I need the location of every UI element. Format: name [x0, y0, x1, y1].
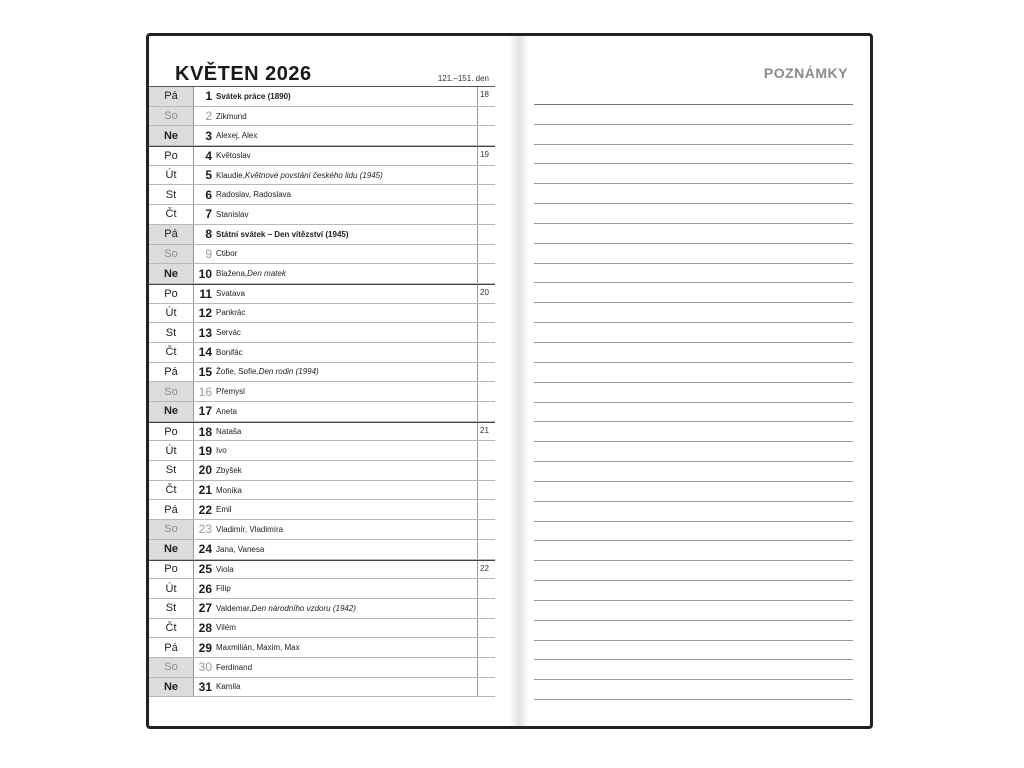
day-of-week: Čt: [149, 481, 194, 500]
week-column: [477, 619, 495, 638]
name-day: [216, 107, 476, 126]
day-of-week: Ne: [149, 540, 194, 559]
name-day-text: Zikmund: [216, 111, 247, 121]
day-number: 8: [205, 227, 212, 242]
day-number: 5: [205, 168, 212, 183]
name-day: [216, 540, 476, 559]
name-day-text: Stanislav: [216, 209, 249, 219]
week-number: 22: [480, 563, 489, 573]
day-row: [149, 185, 495, 205]
day-of-week: Po: [149, 561, 194, 579]
day-row: [149, 678, 495, 698]
day-row: [149, 619, 495, 639]
week-column: [477, 658, 495, 677]
week-column: [477, 461, 495, 480]
page-spine: [509, 36, 529, 726]
week-column: [477, 245, 495, 264]
day-row: [149, 284, 495, 304]
note-line[interactable]: [534, 581, 853, 601]
name-day-text: Servác: [216, 328, 241, 338]
name-day: [216, 166, 476, 185]
day-of-week: Čt: [149, 343, 194, 362]
name-day-text: Viola: [216, 564, 234, 574]
week-column: [477, 363, 495, 382]
name-day-text: Kamila: [216, 682, 241, 692]
day-of-week: So: [149, 245, 194, 264]
name-day: [216, 343, 476, 362]
diary-spread: [146, 33, 873, 729]
day-number: 15: [198, 364, 212, 379]
week-column: [477, 540, 495, 559]
day-number: 7: [205, 207, 212, 222]
week-column: [477, 205, 495, 224]
day-row: [149, 264, 495, 284]
note-line[interactable]: [534, 303, 853, 323]
week-column: [477, 678, 495, 697]
day-range-label: 121.–151. den: [437, 74, 489, 83]
day-row: [149, 599, 495, 619]
name-day: [216, 225, 476, 244]
name-day: [216, 441, 476, 460]
day-number: 17: [198, 404, 212, 419]
week-column: [477, 599, 495, 618]
day-row: [149, 126, 495, 146]
name-day-text: Zbyšek: [216, 465, 242, 475]
day-row: [149, 363, 495, 383]
calendar-list: [149, 86, 495, 697]
day-row: [149, 540, 495, 560]
observance-text: Květnové povstání českého lidu (1945): [244, 170, 383, 180]
name-day-text: Vladimír, Vladimíra: [216, 524, 284, 534]
day-of-week: Pá: [149, 225, 194, 244]
week-column: [477, 107, 495, 126]
day-number: 22: [198, 502, 212, 517]
day-of-week: Pá: [149, 363, 194, 382]
name-day-text: Ferdinand: [216, 662, 253, 672]
name-day: [216, 323, 476, 342]
name-day: [216, 87, 476, 106]
day-of-week: Po: [149, 147, 194, 165]
day-number: 25: [198, 562, 212, 577]
day-number: 31: [198, 679, 212, 694]
day-row: [149, 245, 495, 265]
name-day-text: Bonifác: [216, 347, 243, 357]
day-of-week: So: [149, 658, 194, 677]
name-day: [216, 461, 476, 480]
day-number: 11: [199, 286, 212, 301]
name-day-text: Filip: [216, 584, 231, 594]
week-number: 21: [480, 425, 489, 435]
note-line[interactable]: [534, 462, 853, 482]
notes-area: [534, 85, 853, 700]
day-number: 30: [198, 660, 212, 675]
day-number: 29: [198, 640, 212, 655]
note-line[interactable]: [534, 482, 853, 502]
note-line[interactable]: [534, 125, 853, 145]
name-day-text: Vilém: [216, 623, 236, 633]
name-day: [216, 126, 476, 145]
day-of-week: Út: [149, 441, 194, 460]
observance-text: Den národního vzdoru (1942): [251, 603, 356, 613]
day-number: 28: [198, 620, 212, 635]
day-row: [149, 638, 495, 658]
day-of-week: Pá: [149, 87, 194, 106]
name-day: [216, 579, 476, 598]
note-line[interactable]: [534, 244, 853, 264]
day-row: [149, 382, 495, 402]
name-day: [216, 304, 476, 323]
note-line[interactable]: [534, 403, 853, 423]
week-column: [477, 304, 495, 323]
day-row: [149, 579, 495, 599]
note-line[interactable]: [534, 442, 853, 462]
name-day-text: Svátek práce (1890): [216, 91, 291, 101]
day-number: 18: [198, 424, 212, 439]
name-day: [216, 638, 476, 657]
week-number: 19: [480, 150, 489, 160]
note-line[interactable]: [534, 422, 853, 442]
name-day-text: Žofie, Sofie,: [216, 367, 259, 377]
day-of-week: So: [149, 382, 194, 401]
week-column: [477, 382, 495, 401]
day-number: 10: [198, 266, 212, 281]
name-day-text: Svatava: [216, 289, 245, 299]
day-row: [149, 304, 495, 324]
day-number: 9: [205, 246, 212, 261]
day-number: 4: [205, 148, 212, 163]
observance-text: Den matek: [247, 269, 286, 279]
note-line[interactable]: [534, 621, 853, 641]
week-column: [477, 126, 495, 145]
week-column: [477, 579, 495, 598]
day-of-week: Út: [149, 304, 194, 323]
week-column: [477, 185, 495, 204]
note-line[interactable]: [534, 601, 853, 621]
name-day-text: Aneta: [216, 406, 237, 416]
day-row: [149, 520, 495, 540]
name-day-text: Maxmilián, Maxim, Max: [216, 643, 300, 653]
week-column: [477, 225, 495, 244]
month-title: KVĚTEN 2026: [175, 63, 312, 85]
day-number: 23: [198, 522, 212, 537]
name-day-text: Květoslav: [216, 151, 251, 161]
day-number: 14: [198, 345, 212, 360]
day-of-week: Ne: [149, 126, 194, 145]
name-day-text: Pankrác: [216, 308, 246, 318]
day-row: [149, 323, 495, 343]
note-line[interactable]: [534, 502, 853, 522]
day-of-week: St: [149, 185, 194, 204]
name-day: [216, 382, 476, 401]
name-day: [216, 245, 476, 264]
week-number: 20: [480, 287, 489, 297]
name-day: [216, 481, 476, 500]
day-number: 26: [198, 581, 212, 596]
name-day-text: Valdemar,: [216, 603, 252, 613]
note-line[interactable]: [534, 561, 853, 581]
day-of-week: Út: [149, 579, 194, 598]
day-of-week: So: [149, 107, 194, 126]
day-of-week: St: [149, 323, 194, 342]
day-row: [149, 461, 495, 481]
name-day: [216, 402, 476, 421]
name-day: [216, 264, 476, 283]
week-column: [477, 402, 495, 421]
name-day-text: Radoslav, Radoslava: [216, 190, 292, 200]
name-day: [216, 363, 476, 382]
name-day: [216, 678, 476, 697]
day-of-week: Ne: [149, 678, 194, 697]
name-day-text: Monika: [216, 485, 242, 495]
week-column: [477, 323, 495, 342]
day-of-week: So: [149, 520, 194, 539]
day-of-week: Čt: [149, 619, 194, 638]
name-day: [216, 423, 476, 441]
day-row: [149, 500, 495, 520]
name-day-text: Nataša: [216, 427, 242, 437]
name-day: [216, 658, 476, 677]
note-line[interactable]: [534, 164, 853, 184]
note-line[interactable]: [534, 383, 853, 403]
day-of-week: Pá: [149, 500, 194, 519]
note-line[interactable]: [534, 204, 853, 224]
note-line[interactable]: [534, 641, 853, 661]
name-day-text: Klaudie,: [216, 170, 245, 180]
day-number: 27: [198, 601, 212, 616]
week-column: [477, 638, 495, 657]
note-line[interactable]: [534, 224, 853, 244]
day-of-week: St: [149, 599, 194, 618]
note-line[interactable]: [534, 522, 853, 542]
note-line[interactable]: [534, 323, 853, 343]
day-of-week: St: [149, 461, 194, 480]
day-number: 1: [205, 89, 212, 104]
name-day: [216, 147, 476, 165]
day-of-week: Po: [149, 423, 194, 441]
name-day: [216, 185, 476, 204]
name-day-text: Jana, Vanesa: [216, 544, 265, 554]
day-row: [149, 87, 495, 107]
day-row: [149, 205, 495, 225]
note-line[interactable]: [534, 343, 853, 363]
day-number: 21: [198, 483, 212, 498]
name-day-text: Blažena,: [216, 269, 248, 279]
name-day: [216, 619, 476, 638]
week-column: [477, 481, 495, 500]
day-of-week: Ne: [149, 402, 194, 421]
day-number: 3: [205, 128, 212, 143]
day-row: [149, 658, 495, 678]
day-number: 24: [198, 542, 212, 557]
day-of-week: Pá: [149, 638, 194, 657]
day-number: 20: [198, 463, 212, 478]
day-row: [149, 560, 495, 580]
day-of-week: Út: [149, 166, 194, 185]
note-line[interactable]: [534, 680, 853, 700]
name-day: [216, 285, 476, 303]
name-day-text: Alexej, Alex: [216, 131, 258, 141]
week-column: [477, 264, 495, 283]
day-number: 2: [205, 109, 212, 124]
day-row: [149, 107, 495, 127]
week-column: [477, 500, 495, 519]
day-number: 16: [198, 384, 212, 399]
note-line[interactable]: [534, 541, 853, 561]
week-column: [477, 343, 495, 362]
note-line[interactable]: [534, 105, 853, 125]
name-day-text: Státní svátek – Den vítězství (1945): [216, 229, 349, 239]
day-number: 6: [205, 187, 212, 202]
note-line[interactable]: [534, 85, 853, 105]
week-number: 18: [480, 90, 489, 99]
day-of-week: Po: [149, 285, 194, 303]
notes-title: POZNÁMKY: [763, 65, 848, 81]
day-row: [149, 146, 495, 166]
note-line[interactable]: [534, 184, 853, 204]
day-number: 19: [198, 443, 212, 458]
name-day: [216, 599, 476, 618]
name-day-text: Ivo: [216, 446, 227, 456]
name-day: [216, 561, 476, 579]
note-line[interactable]: [534, 660, 853, 680]
note-line[interactable]: [534, 264, 853, 284]
day-of-week: Ne: [149, 264, 194, 283]
observance-text: Den rodin (1994): [258, 367, 319, 377]
name-day-text: Přemysl: [216, 387, 245, 397]
week-column: [477, 520, 495, 539]
name-day: [216, 520, 476, 539]
week-column: [477, 166, 495, 185]
note-line[interactable]: [534, 363, 853, 383]
day-row: [149, 441, 495, 461]
week-column: [477, 441, 495, 460]
note-line[interactable]: [534, 283, 853, 303]
day-row: [149, 422, 495, 442]
day-row: [149, 402, 495, 422]
day-row: [149, 481, 495, 501]
day-number: 12: [198, 305, 212, 320]
name-day-text: Ctibor: [216, 249, 238, 259]
day-row: [149, 343, 495, 363]
note-line[interactable]: [534, 145, 853, 165]
day-of-week: Čt: [149, 205, 194, 224]
name-day: [216, 500, 476, 519]
day-row: [149, 225, 495, 245]
name-day: [216, 205, 476, 224]
name-day-text: Emil: [216, 505, 232, 515]
day-row: [149, 166, 495, 186]
day-number: 13: [198, 325, 212, 340]
